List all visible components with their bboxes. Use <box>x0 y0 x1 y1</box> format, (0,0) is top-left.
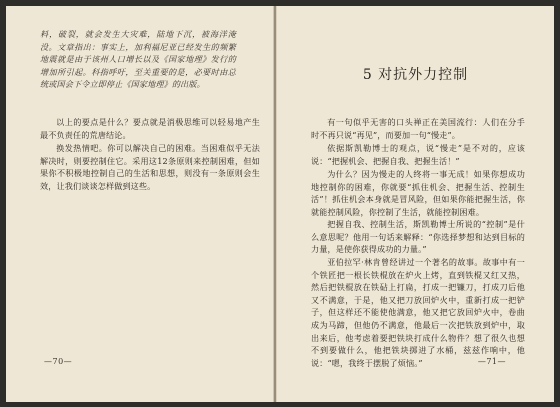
quote-block: 料，破裂，就会发生大灾难，陆地下沉，被海洋淹没。文章指出：事实上，加利福尼亚已经发生的频繁地震就是由于该州人口增长以及《国家地理》发行的增加所引起。科指呼吁，至关重要的是，必要时由总统或国会下令立即停止《国家地理》的出版。 <box>40 29 236 90</box>
right-page <box>276 6 554 402</box>
paragraph: 亚伯拉罕·林肯曾经讲过一个著名的故事。故事中有一个铁匠把一根长铁棍放在炉火上烤，直到铁棍又红又热，然后把铁棍放在铁砧上打扁，打成一把镰刀，打成刀后他又不满意，于是，他又把刀放回炉火中，重新打成一把铲子，但这样还不能使他满意，他又把它放回炉火中，卷曲成为马蹄，但他仍不满意，他最后一次把铁放到炉中，取出来后，他考虑着要把铁块打成什么物件？想了很久也想不到要做什么，他把铁块掷进了水桶，兹兹作响中，他说：“嗯，我终于摆脱了烦恼。” <box>311 257 525 368</box>
paragraph: 依据斯凯勒博士的观点，说“慢走”是不对的，应该说：“把握机会、把握自我、把握生活！” <box>311 143 525 166</box>
paragraph: 换发热情吧。你可以解决自己的困难。当困难似乎无法解决时，则要控制住它。采用这12条原则来控制困难，但如果你不积极地控制自己的生活和思想，则没有一条原则会生效，让我们谈谈怎样做到这些。 <box>40 143 260 191</box>
paragraph: 有一句似乎无害的口头禅正在美国流行：人们在分手时不再只说“再见”，而要加一句“慢走”。 <box>311 117 525 140</box>
left-page <box>6 6 274 402</box>
paragraph: 为什么？因为慢走的人终将一事无成！如果你想成功地控制你的困难，你就要“抓住机会、把握生活、控制生活”！抓住机会本身就是冒风险，但如果你能把握生活，你就能控制风险，你控制了生活，就能控制困难。 <box>311 169 525 217</box>
page-number: —70— <box>44 357 73 366</box>
page-number: —71— <box>477 357 506 366</box>
chapter-heading: 5 对抗外力控制 <box>362 67 469 83</box>
paragraph: 把握自我、控制生活，斯凯勒博士所说的“控制”是什么意思呢？他用一句话来解释：“你选择梦想和达到目标的力量，是使你获得成功的力量。” <box>311 219 525 255</box>
paragraph: 以上的要点是什么？要点就是消极思维可以轻易地产生最不负责任的荒唐结论。 <box>40 117 260 140</box>
